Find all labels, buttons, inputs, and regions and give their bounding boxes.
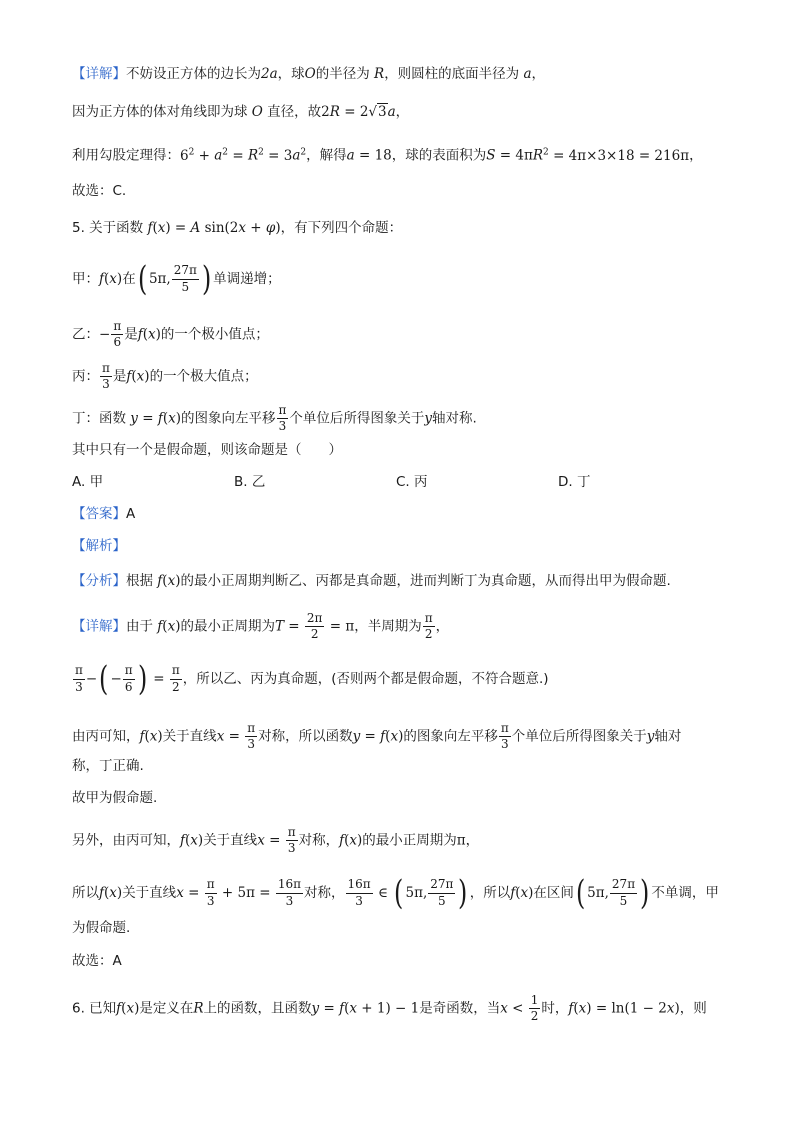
detail-line-4: 称，丁正确. [72,758,144,774]
detail-tag-2: 【详解】 [72,618,126,635]
solution-line-3: 利用勾股定理得：$6^2 + a^2 = R^2 = 3a^2$，解得a = 18，球的表面积为$S = 4\pi R^2 = 4\pi\times 3\times 18 = 216\pi$， [72,147,703,164]
solution-answer-4: 故选：C. [72,183,127,199]
question-6-stem: 6. 已知f(x)是定义在R上的函数，且函数y = f(x + 1) − 1是奇函数，当x < $\frac{1}{2}$ 时，f(x) = ln(1 − 2x)，则 [72,993,707,1024]
detail-line-9: 故选：A [72,953,122,969]
option-b: B. 乙 [234,474,266,490]
detail-line-6: 另外，由丙可知，f(x)关于直线x = $\frac{\pi}{3}$ 对称，f(x)的最小正周期为π， [72,825,480,856]
answer-value: A [126,506,136,522]
statement-yi: 乙：− $\frac{\pi}{6}$ 是f(x)的一个极小值点； [72,319,269,350]
answer-line [72,508,135,522]
options-row [72,476,720,490]
question-5-stem: 5. 关于函数 f(x) = A sin(2x + φ)，有下列四个命题： [72,220,403,236]
detail-tag: 【详解】 [72,66,126,82]
detail-line-3: 由丙可知，f(x)关于直线x = $\frac{\pi}{3}$ 对称，所以函数y = f(x)的图象向左平移 $\frac{\pi}{3}$ 个单位后所得图象关于y轴对 [72,721,682,752]
fenxi-tag: 【分析】 [72,573,126,589]
detail-line-8: 为假命题. [72,920,131,936]
analysis-line: 【分析】根据 f(x)的最小正周期判断乙、丙都是真命题，进而判断丁为真命题，从而得出甲为假命题. [72,573,671,589]
statement-bing: 丙： $\frac{\pi}{3}$ 是f(x)的一个极大值点； [72,361,258,392]
solution-line-2: 因为正方体的体对角线即为球 O 直径，故2R = 2√3a， [72,104,410,120]
detail-line-1: 【详解】由于 f(x)的最小正周期为T = $\frac{2\pi}{2}$ = π，半周期为 $\frac{\pi}{2}$ ， [72,611,450,642]
statement-ding: 丁：函数 y = f(x)的图象向左平移 $\frac{\pi}{3}$ 个单位后所得图象关于y轴对称. [72,403,477,434]
analysis-tag: 【解析】 [72,538,126,554]
detail-line-2: $\frac{\pi}{3}$ −( − $\frac{\pi}{6}$ ) = $\frac{\pi}{2}$ ，所以乙、丙为真命题，(否则两个都是假命题，不符合题意.) [75,659,549,699]
detail-line-5: 故甲为假命题. [72,790,158,806]
option-c: C. 丙 [396,474,428,490]
option-a: A. 甲 [72,474,104,490]
detail-line-7: 所以f(x)关于直线x = $\frac{\pi}{3}$ + 5π = $\frac{16\pi}{3}$ 对称， $\frac{16\pi}{3}$ ∈ ( 5π, $\frac{27\pi}{5}$ ) ，所以f(x)在区间( 5π, $\frac{27\pi}{5}$ ) 不单调，甲 [72,873,719,913]
analysis-heading [72,540,126,554]
question-5-ask: 其中只有一个是假命题，则该命题是（ ） [72,442,342,458]
statement-jia: 甲：f(x)在( 5π, $\frac{27\pi}{5}$ ) 单调递增； [72,259,281,299]
option-d: D. 丁 [558,474,591,490]
answer-tag: 【答案】 [72,506,126,522]
solution-line-1: 【详解】不妨设正方体的边长为2a，球O的半径为 R，则圆柱的底面半径为 a， [72,66,546,82]
